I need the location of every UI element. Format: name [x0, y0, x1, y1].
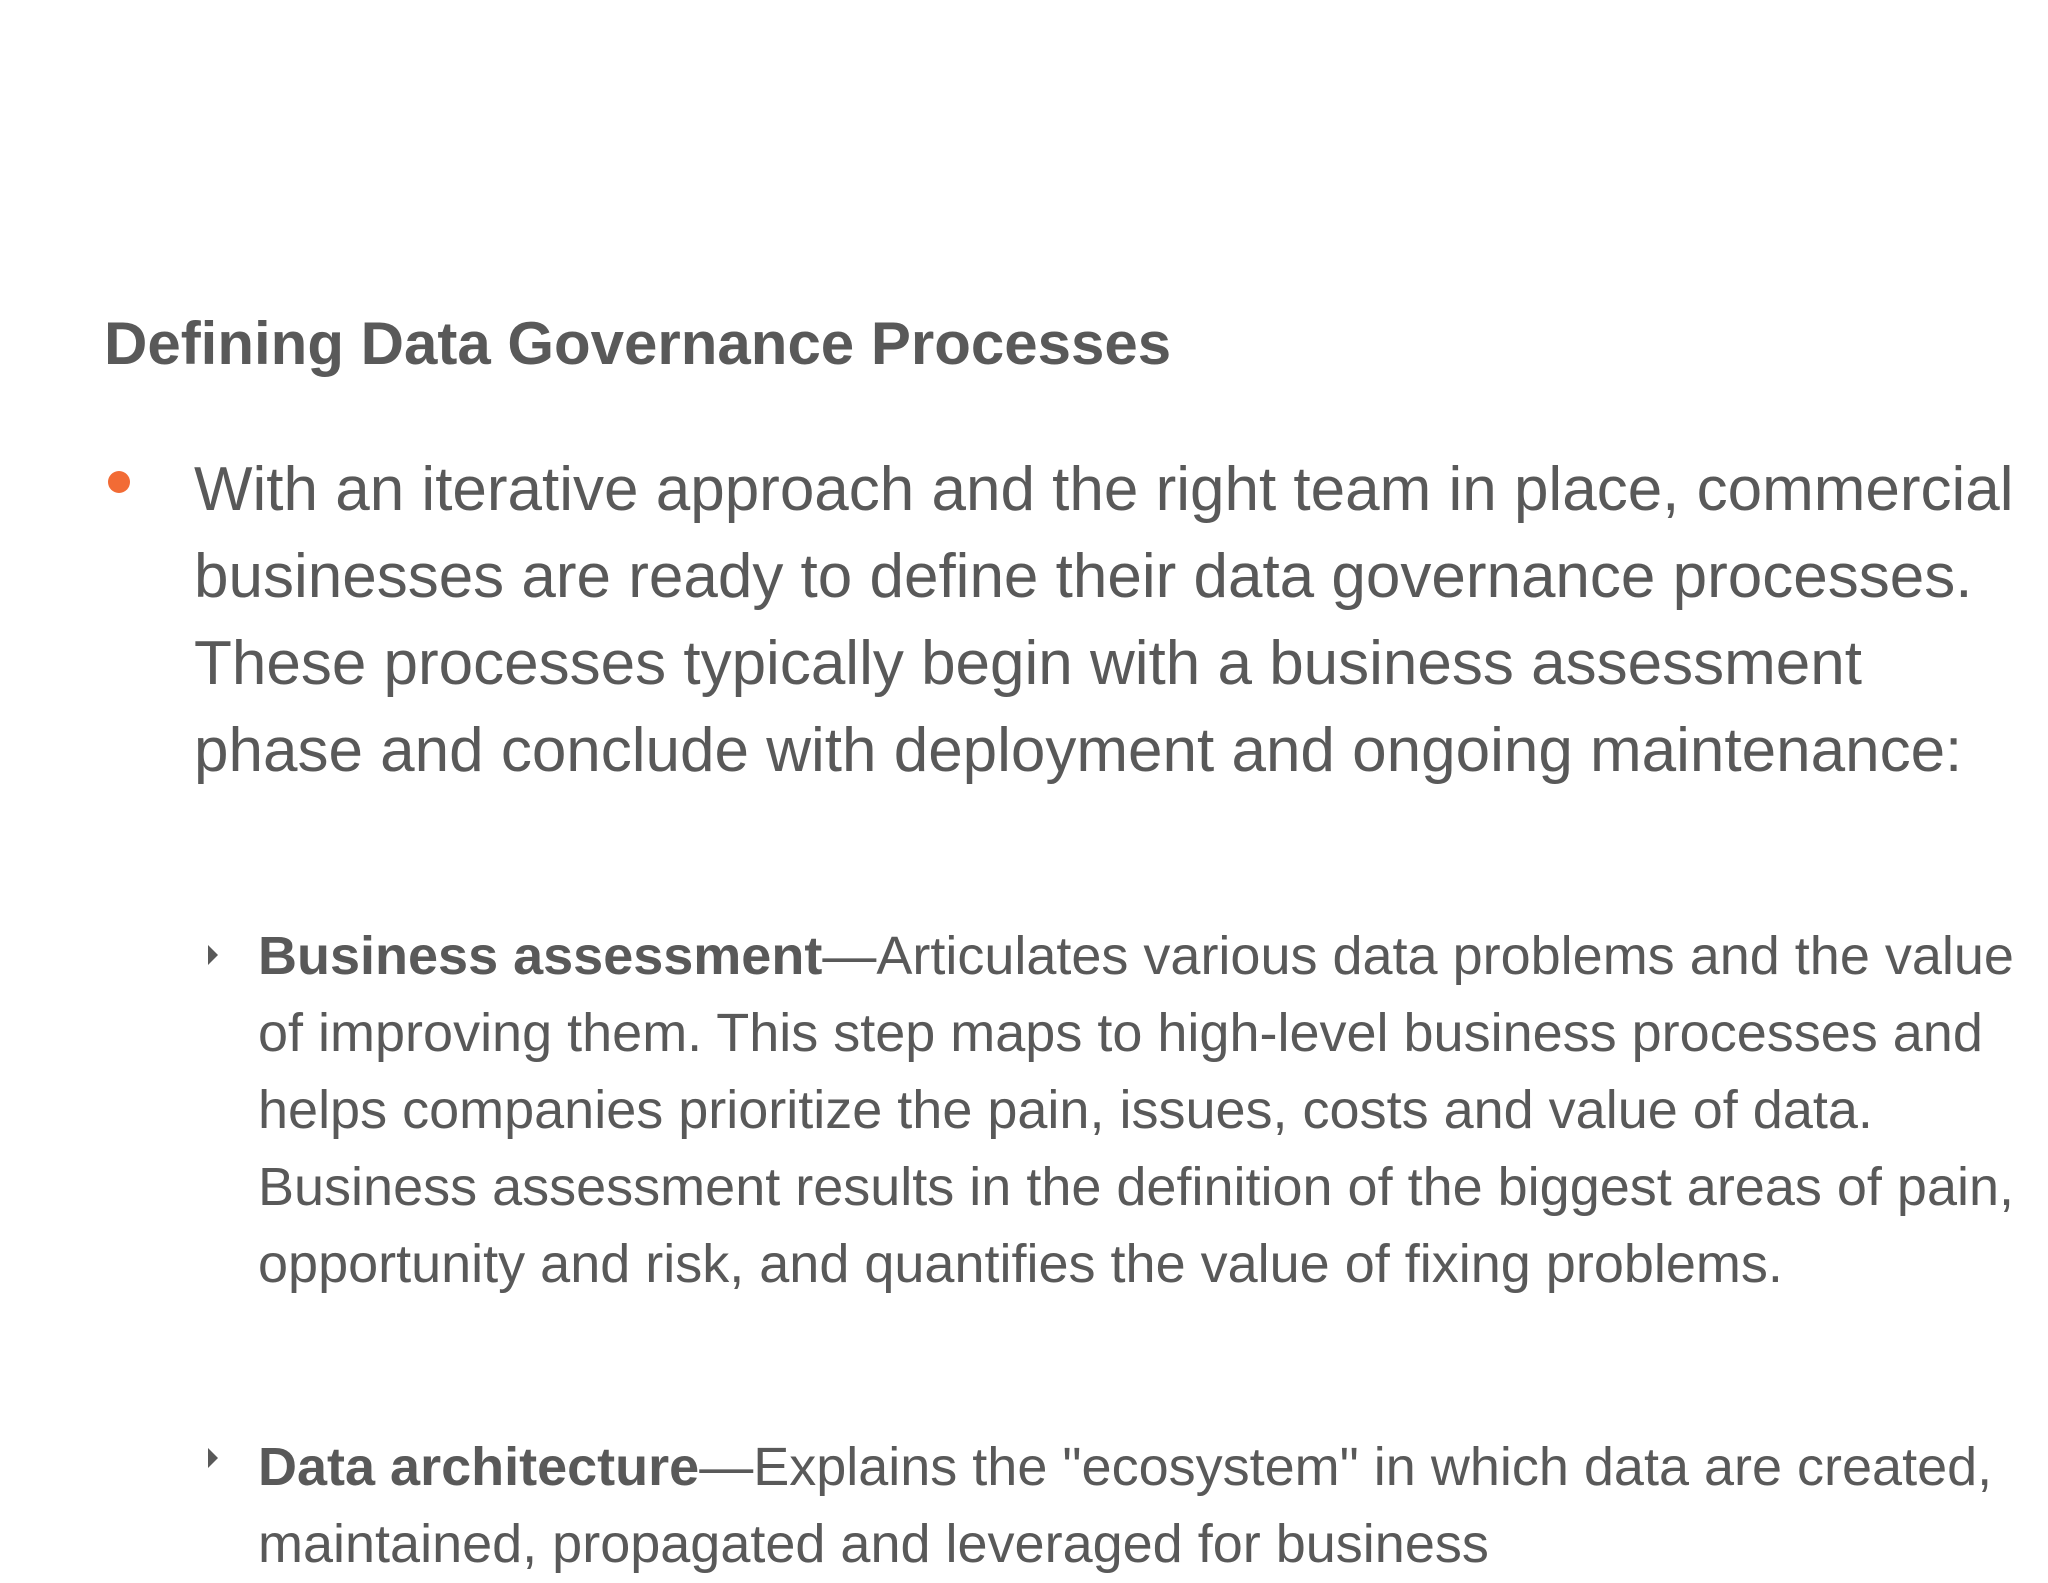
sub-bullet-separator: — — [822, 926, 877, 986]
sub-bullet-term: Business assessment — [258, 926, 823, 986]
sub-bullet-description: Articulates various data problems and the value of improving them. This step maps to high-level business processes and helps companies prioritize the pain, issues, costs and value of data. Business assessment results in the definition of the biggest areas of pain, opportunity and risk, and quantifies the value of fixing problems. — [258, 926, 2015, 1294]
sub-bullet-data-architecture — [258, 1429, 2038, 1583]
slide-title: Defining Data Governance Processes — [104, 310, 1172, 377]
bullet-dot-icon — [108, 471, 130, 493]
sub-bullet-term: Data architecture — [258, 1437, 700, 1497]
sub-bullet-business-assessment — [258, 918, 2038, 1303]
triangle-right-icon — [208, 945, 218, 965]
sub-bullet-description: Explains the "ecosystem" in which data are created, maintained, propagated and leveraged for business — [258, 1437, 1993, 1574]
main-bullet-text: With an iterative approach and the right team in place, commercial businesses are ready to define their data governance processes. These processes typically begin with a business assessment phase and conclude with deployment and ongoing maintenance: — [194, 455, 2014, 785]
triangle-right-icon — [208, 1448, 218, 1468]
sub-bullet-separator: — — [699, 1437, 754, 1497]
